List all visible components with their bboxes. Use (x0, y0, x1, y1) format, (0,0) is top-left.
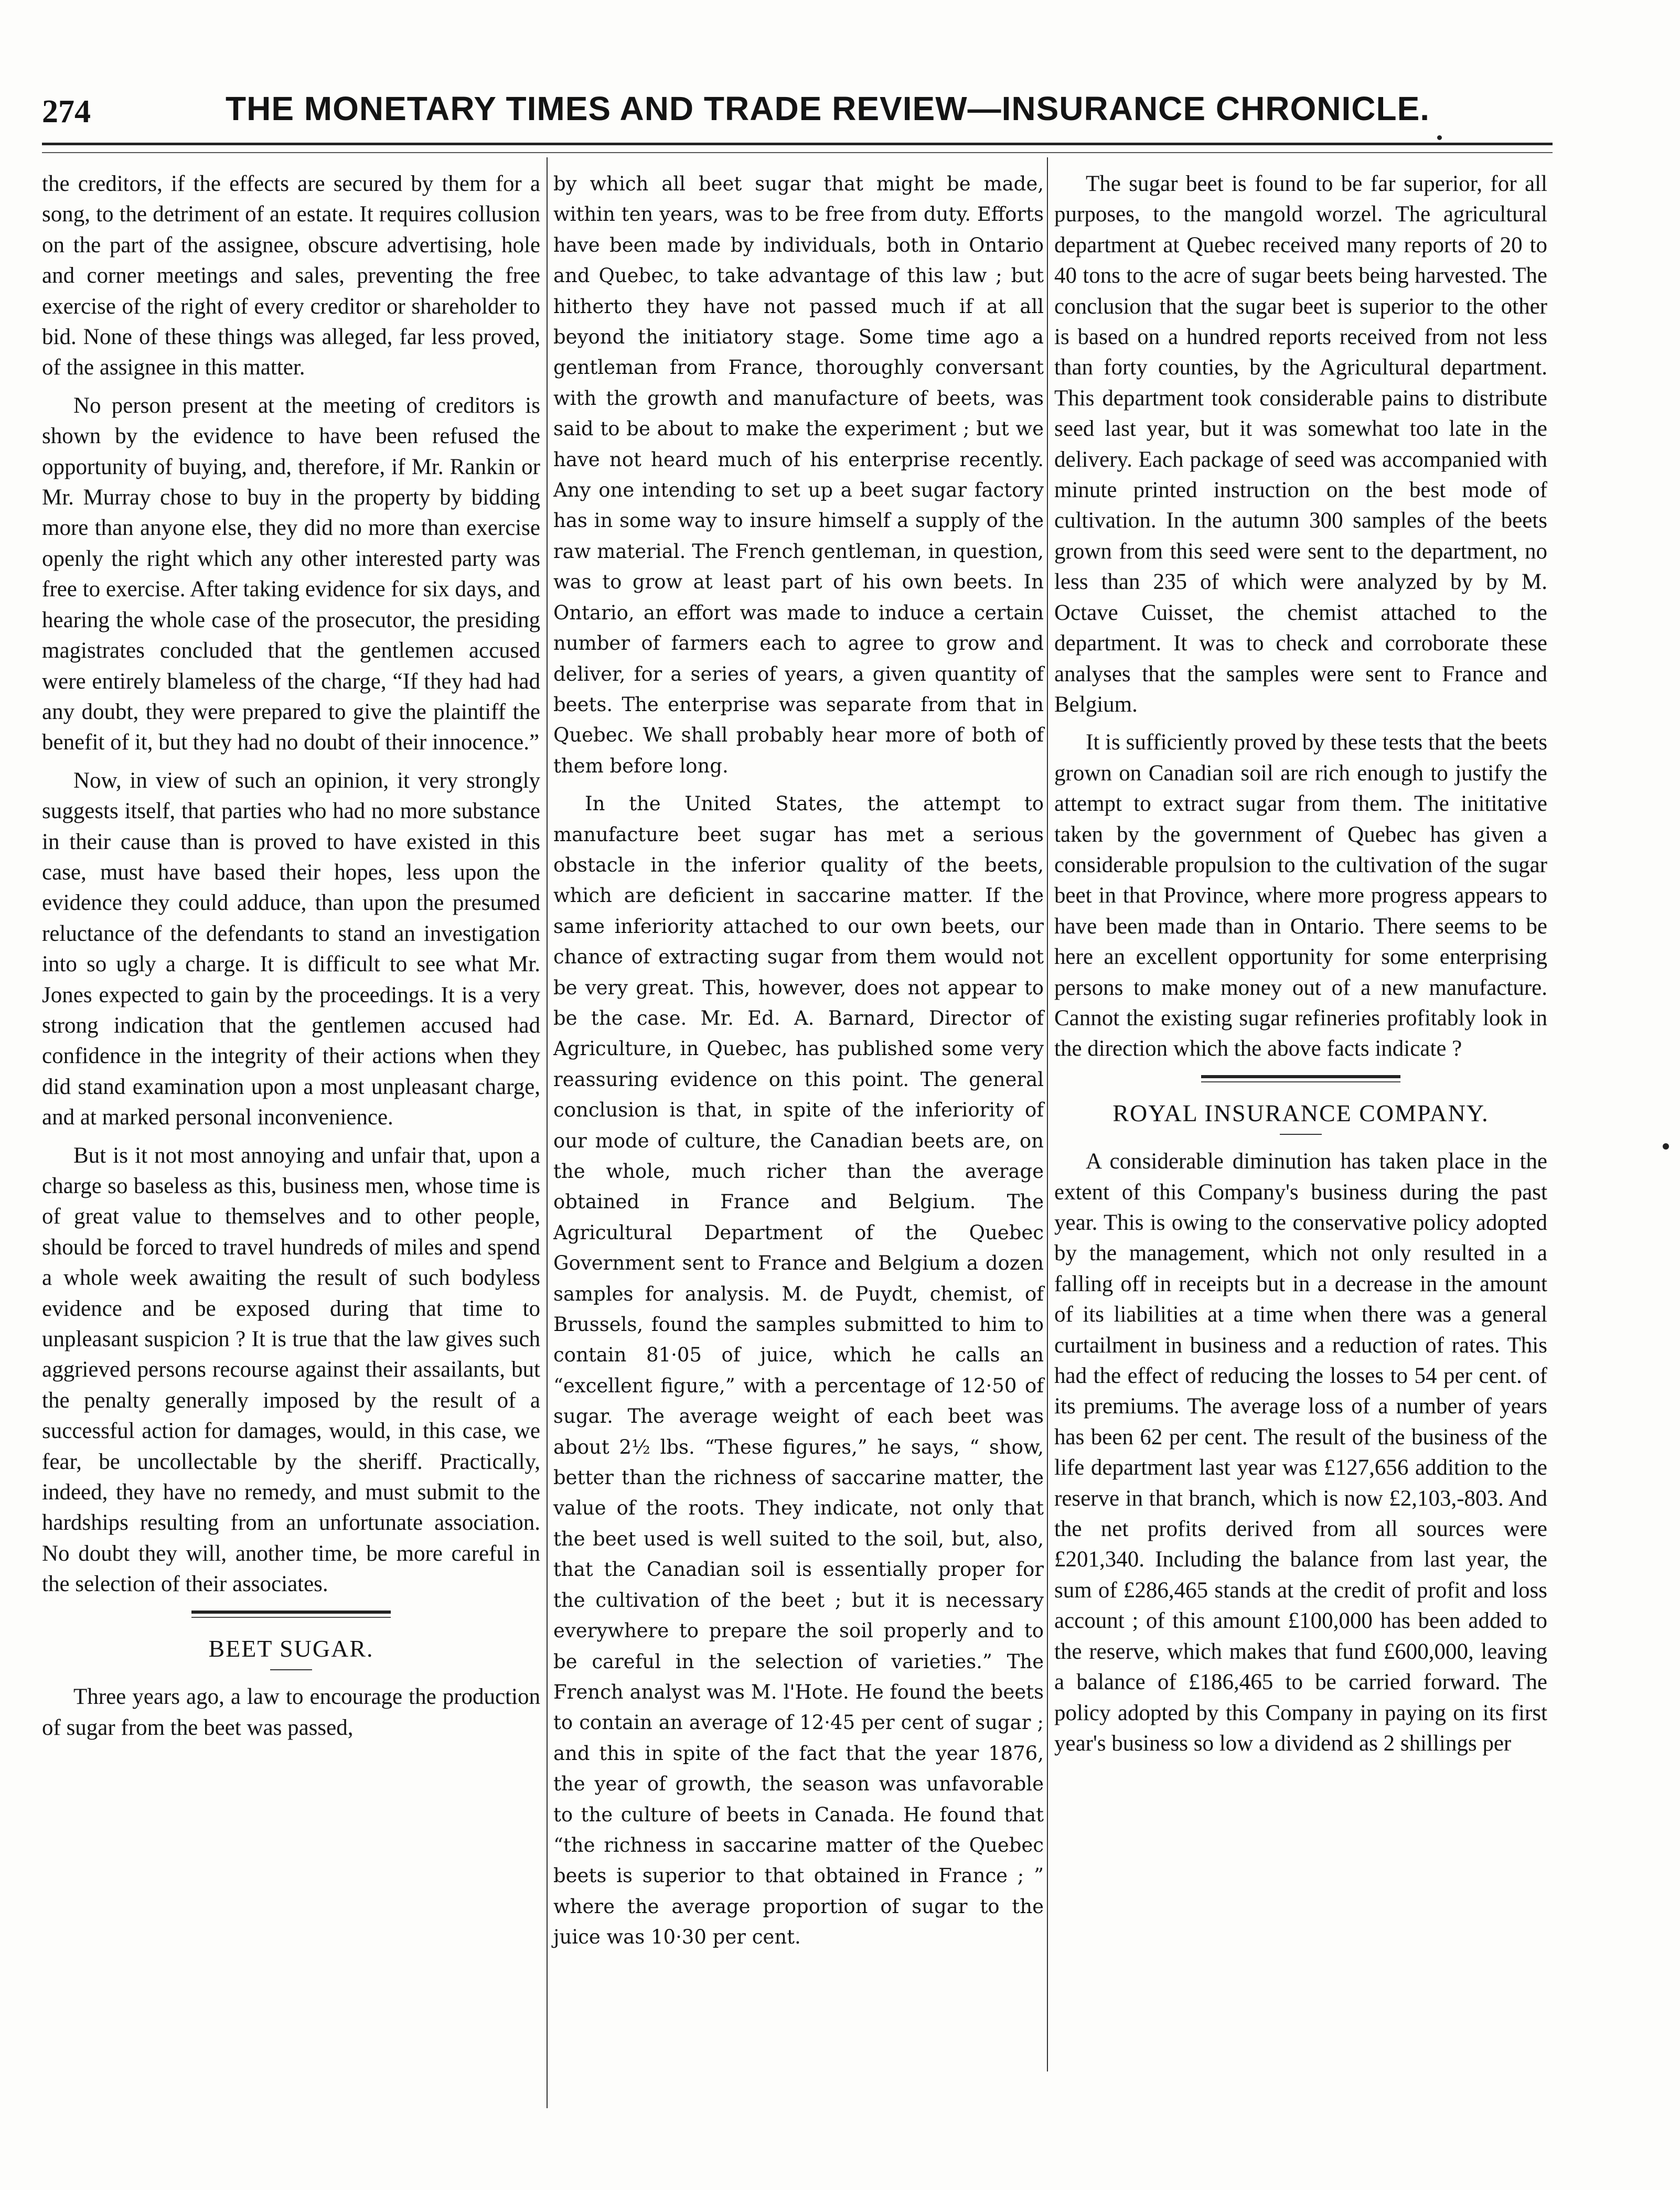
paragraph: by which all beet sugar that might be made, within ten years, was to be free from duty. Efforts have been made by individuals, both in Ontario and Quebec, to take advantage of this law ; but hitherto they have not passed much if at all beyond the initiatory stage. Some time ago a gentleman from France, thoroughly conversant with the growth and manufacture of beets, was said to be about to make the experiment ; but we have not heard much of his enterprise recently. Any one intending to set up a beet sugar factory has in some way to insure himself a supply of the raw material. The French gentleman, in question, was to grow at least part of his own beets. In Ontario, an effort was made to induce a certain number of farmers each to agree to grow and deliver, for a series of years, a given quantity of beets. The enterprise was separate from that in Quebec. We shall probably hear more of both of them before long. (553, 173, 1044, 777)
paragraph: In the United States, the attempt to manufacture beet sugar has met a serious obstacle in the inferior quality of the beets, which are deficient in saccarine matter. If the same inferiority attached to our own beets, our chance of extracting sugar from them would not be very great. This, however, does not appear to be the case. Mr. Ed. A. Barnard, Director of Agriculture, in Quebec, has published some very reassuring evidence on this point. The general conclusion is that, in spite of the inferiority of our mode of culture, the Canadian beets are, on the whole, much richer than the average obtained in France and Belgium. The Agricultural Department of the Quebec Government sent to France and Belgium a dozen samples for analysis. M. de Puydt, chemist, of Brussels, found the samples submitted to him to contain 81·05 of juice, which he calls an “excellent figure,” with a percentage of 12·50 of sugar. The average weight of each beet was about 2½ lbs. “These figures,” he says, “ show, better than the richness of saccarine matter, the value of the roots. They indicate, not only that the beet used is well suited to the soil, but, also, that the Canadian soil is essentially proper for the cultivation of the beet ; but it is necessary everywhere to prepare the soil properly and to be careful in the selection of varieties.” The French analyst was M. l'Hote. He found the beets to contain an average of 12·45 per cent of sugar ; and this in spite of the fact that the year 1876, the year of growth, the season was unfavorable to the culture of beets in Canada. He found that “the richness in saccarine matter of the Quebec beets is superior to that obtained in France ; ” where the average proportion of sugar to the juice was 10·30 per cent. (553, 792, 1044, 1949)
paragraph: But is it not most annoying and unfair that, upon a charge so baseless as this, business men, whose time is of great value to themselves and to other people, should be forced to travel hundreds of miles and spend a whole week awaiting the result of such bodyless evidence and be exposed during that time to unpleasant suspicion ? It is true that the law gives such aggrieved persons recourse against their assailants, but the penalty generally imposed by the result of a successful action for damages, would, in this case, we fear, be uncollectable by the sheriff. Practically, indeed, they have no remedy, and must submit to the hardships resulting from an unfortunate association. No doubt they will, another time, be more careful in the selection of their associates. (42, 1143, 540, 1597)
paragraph: The sugar beet is found to be far superior, for all purposes, to the mangold worzel. The agricultural department at Quebec received many reports of 20 to 40 tons to the acre of sugar beets being harvested. The conclusion that the sugar beet is superior to the other is based on a hundred reports received from not less than forty counties, by the Agricultural department. This department took considerable pains to distribute seed last year, but it was somewhat too late in the delivery. Each package of seed was accompanied with minute printed instruction on the best mode of cultivation. In the autumn 300 samples of the beets grown from this seed were sent to the department, no less than 235 of which were analyzed by by M. Octave Cuisset, the chemist attached to the department. It was to check and corroborate these analyses that the samples were sent to France and Belgium. (1054, 171, 1547, 717)
running-head: THE MONETARY TIMES AND TRADE REVIEW—INSURANCE CHRONICLE. (226, 90, 1430, 127)
paragraph: It is sufficiently proved by these tests that the beets grown on Canadian soil are rich enough to justify the attempt to extract sugar from them. The inititative taken by the government of Quebec has given a considerable propulsion to the cultivation of the sugar beet in that Province, where more progress appears to have been made than in Ontario. There seems to be here an excellent opportunity for some enterprising persons to make money out of a new manufacture. Cannot the existing sugar refineries profitably look in the direction which the above facts indicate ? (1054, 730, 1547, 1061)
section-divider (1054, 1075, 1547, 1082)
column-1 (42, 169, 540, 1751)
column-divider (1047, 157, 1048, 2071)
heading-rule (270, 1669, 312, 1670)
masthead (42, 89, 1615, 147)
paragraph: No person present at the meeting of creditors is shown by the evidence to have been refused the opportunity of buying, and, therefore, if Mr. Rankin or Mr. Murray chose to buy in the property by bidding more than anyone else, they did no more than exercise openly the right which any other interested party was free to exercise. After taking evidence for six days, and hearing the whole case of the prosecutor, the presiding magistrates concluded that the gentlemen accused were entirely blameless of the charge, “If they had had any doubt, they were prepared to give the plaintiff the benefit of it, but they had no doubt of their innocence.” (42, 393, 540, 755)
section-heading-royal-insurance: ROYAL INSURANCE COMPANY. (1112, 1099, 1489, 1126)
paragraph: Three years ago, a law to encourage the production of sugar from the beet was passed, (42, 1684, 540, 1740)
column-3 (1054, 169, 1547, 1766)
column-2 (553, 169, 1044, 1960)
section-heading-beet-sugar: BEET SUGAR. (208, 1635, 374, 1662)
paragraph: Now, in view of such an opinion, it very strongly suggests itself, that parties who had no more substance in their cause than is proved to have existed in this case, must have based their hopes, less upon the evidence they could adduce, than upon the presumed reluctance of the defendants to stand an investigation into so ugly a charge. It is difficult to see what Mr. Jones expected to gain by the proceedings. It is a very strong indication that the gentlemen accused had confidence in the integrity of their actions when they did stand examination upon a most unpleasant charge, and at marked personal inconvenience. (42, 768, 540, 1130)
paragraph: A considerable diminution has taken place in the extent of this Company's business during the past year. This is owing to the conservative policy adopted by the management, which not only resulted in a falling off in receipts but in a decrease in the amount of its liabilities at a time when there was a general curtailment in business and a reduction of rates. This had the effect of reducing the losses to 54 per cent. of its premiums. The average loss of a number of years has been 62 per cent. The result of the business of the life department last year was £127,656 addition to the reserve in that branch, which is now £2,103,-803. And the net profits derived from all sources were £201,340. Including the balance from last year, the sum of £286,465 stands at the credit of profit and loss account ; of this amount £100,000 has been added to the reserve, which makes that fund £600,000, leaving a balance of £186,465 to be carried forward. The policy adopted by this Company in paying on its first year's business so low a dividend as 2 shillings per (1054, 1149, 1547, 1756)
masthead-rule (42, 143, 1553, 145)
column-divider (547, 157, 548, 2108)
paragraph: the creditors, if the effects are secured by them for a song, to the detriment of an estate. It requires collusion on the part of the assignee, obscure advertising, hole and corner meetings and sales, preventing the free exercise of the right of every creditor or shareholder to bid. None of these things was alleged, far less proved, of the assignee in this matter. (42, 171, 540, 380)
heading-rule (1280, 1134, 1322, 1135)
section-divider (42, 1611, 540, 1618)
ink-dot (1437, 135, 1442, 140)
page-number: 274 (42, 94, 91, 130)
margin-ink-dot (1663, 1143, 1669, 1150)
masthead-rule-thin (42, 152, 1553, 153)
